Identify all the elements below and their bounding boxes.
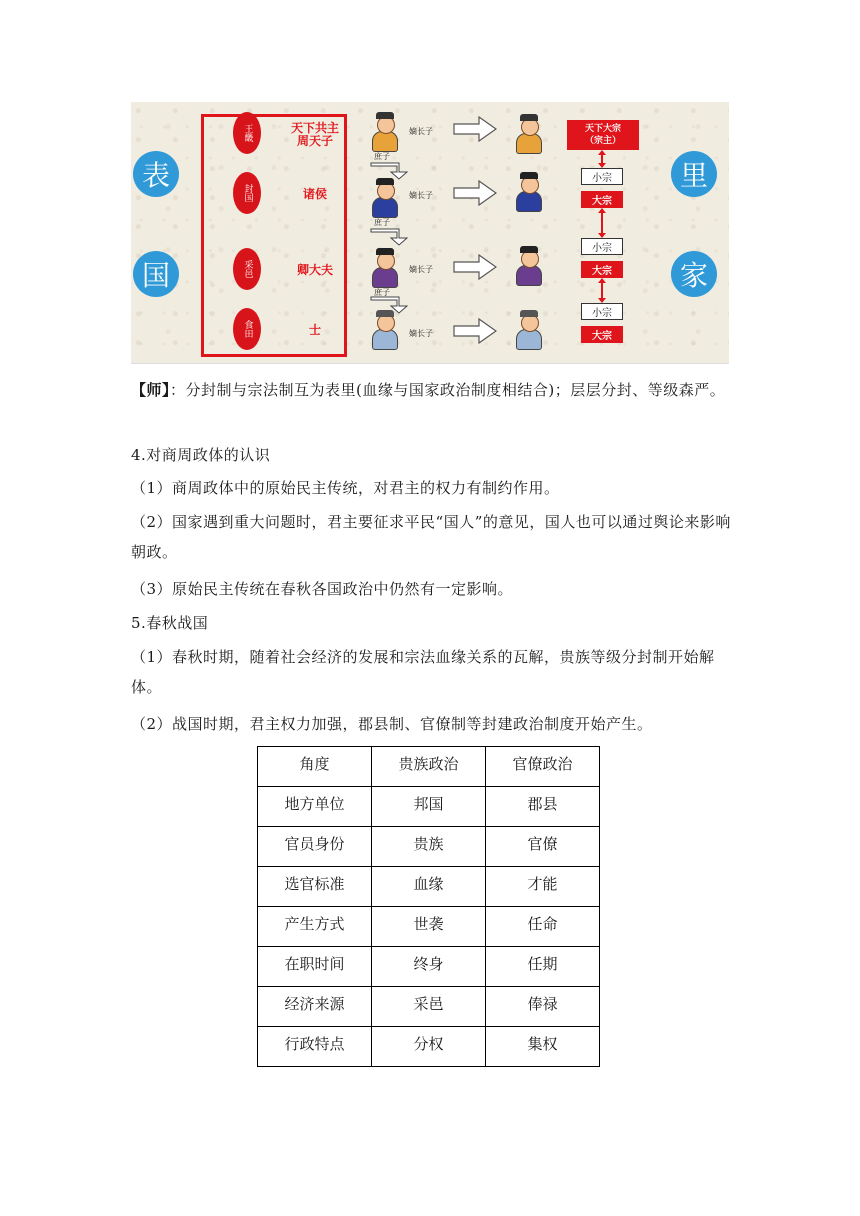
table-header-row <box>258 747 600 787</box>
section-heading-5: 5.春秋战国 <box>131 614 209 632</box>
hierarchy-frame <box>201 114 347 357</box>
oval-fengguo-text: 封国 <box>242 184 253 202</box>
heir-label: 嫡长子 <box>409 191 433 200</box>
big-sect-box: 大宗 <box>581 326 623 343</box>
small-sect-box: 小宗 <box>581 168 623 185</box>
table-row <box>258 907 600 947</box>
son-label: 庶子 <box>374 152 390 161</box>
biao-circle <box>133 151 179 197</box>
table-cell: 任命 <box>486 907 600 947</box>
arrow-down-icon <box>369 296 409 314</box>
politics-comparison-table <box>257 746 600 1067</box>
table-cell: 世袭 <box>372 907 486 947</box>
figure-king <box>368 112 402 152</box>
arrow-down-icon <box>369 162 409 180</box>
table-cell: 集权 <box>486 1027 600 1067</box>
heir-label: 嫡长子 <box>409 127 433 136</box>
big-sect-box: 大宗 <box>581 261 623 278</box>
arrow-down-icon <box>369 228 409 246</box>
jia-circle <box>671 251 717 297</box>
paragraph-5-1: （1）春秋时期，随着社会经济的发展和宗法血缘关系的瓦解，贵族等级分封制开始解体。 <box>131 648 715 696</box>
double-arrow-icon <box>598 150 606 168</box>
figure-minister-heir <box>512 246 546 286</box>
table-cell: 终身 <box>372 947 486 987</box>
figure-king-heir <box>512 114 546 154</box>
rank-tianzi <box>285 122 345 148</box>
table-cell: 官员身份 <box>258 827 372 867</box>
table-cell: 任期 <box>486 947 600 987</box>
table-cell: 邦国 <box>372 787 486 827</box>
teacher-text: ：分封制与宗法制互为表里(血缘与国家政治制度相结合)；层层分封、等级森严。 <box>170 381 726 399</box>
table-cell: 血缘 <box>372 867 486 907</box>
table-cell: 才能 <box>486 867 600 907</box>
paragraph-4-3: （3）原始民主传统在春秋各国政治中仍然有一定影响。 <box>131 580 514 598</box>
top-box-line2: （宗主） <box>584 136 621 146</box>
table-row <box>258 867 600 907</box>
oval-shitian <box>233 308 261 350</box>
big-sect-box: 大宗 <box>581 191 623 208</box>
paragraph-4-1: （1）商周政体中的原始民主传统，对君主的权力有制约作用。 <box>131 479 560 497</box>
table-cell: 在职时间 <box>258 947 372 987</box>
table-cell: 产生方式 <box>258 907 372 947</box>
oval-wangji-text: 王畿 <box>242 124 253 142</box>
figure-lord-heir <box>512 172 546 212</box>
top-grand-sect-box <box>567 120 639 150</box>
oval-caiyi-text: 采邑 <box>242 260 253 278</box>
table-row <box>258 787 600 827</box>
oval-caiyi <box>233 248 261 290</box>
guo-circle <box>133 251 179 297</box>
table-cell: 行政特点 <box>258 1027 372 1067</box>
table-cell: 郡县 <box>486 787 600 827</box>
table-cell: 采邑 <box>372 987 486 1027</box>
table-cell: 贵族 <box>372 827 486 867</box>
header-cell: 角度 <box>258 747 372 787</box>
double-arrow-icon <box>598 278 606 303</box>
double-arrow-icon <box>598 208 606 238</box>
rank-tianzi-line2: 周天子 <box>296 134 333 148</box>
oval-wangji <box>233 112 261 154</box>
table-row <box>258 987 600 1027</box>
small-sect-box: 小宗 <box>581 238 623 255</box>
rank-zhuhou: 诸侯 <box>302 187 327 201</box>
table-cell: 官僚 <box>486 827 600 867</box>
jia-char: 家 <box>679 259 708 292</box>
heir-label: 嫡长子 <box>409 265 433 274</box>
figure-scholar <box>368 310 402 350</box>
li-circle <box>671 151 717 197</box>
figure-minister <box>368 248 402 288</box>
rank-qingdafu: 卿大夫 <box>296 263 333 277</box>
oval-fengguo <box>233 172 261 214</box>
table-row <box>258 1027 600 1067</box>
top-box-line1: 天下大宗 <box>584 124 621 134</box>
arrow-right-icon <box>453 254 497 280</box>
small-sect-box: 小宗 <box>581 303 623 320</box>
paragraph-4-2: （2）国家遇到重大问题时，君主要征求平民“国人”的意见，国人也可以通过舆论来影响朝政。 <box>131 513 731 561</box>
rank-tianzi-line1: 天下共主 <box>290 121 339 135</box>
paragraph-5-2: （2）战国时期，君主权力加强，郡县制、官僚制等封建政治制度开始产生。 <box>131 715 653 733</box>
rank-shi: 士 <box>308 323 321 337</box>
figure-scholar-heir <box>512 310 546 350</box>
table-cell: 经济来源 <box>258 987 372 1027</box>
table-cell: 选官标准 <box>258 867 372 907</box>
li-char: 里 <box>679 159 708 192</box>
feudal-clan-diagram <box>131 102 729 364</box>
table-row <box>258 947 600 987</box>
son-label: 庶子 <box>374 288 390 297</box>
figure-lord <box>368 178 402 218</box>
table-row <box>258 827 600 867</box>
arrow-right-icon <box>453 116 497 142</box>
table-cell: 俸禄 <box>486 987 600 1027</box>
teacher-paragraph <box>131 375 731 405</box>
son-label: 庶子 <box>374 218 390 227</box>
arrow-right-icon <box>453 318 497 344</box>
header-cell: 官僚政治 <box>486 747 600 787</box>
guo-char: 国 <box>141 259 170 292</box>
biao-char: 表 <box>141 159 170 192</box>
header-cell: 贵族政治 <box>372 747 486 787</box>
heir-label: 嫡长子 <box>409 329 433 338</box>
section-heading-4: 4.对商周政体的认识 <box>131 446 271 464</box>
table-cell: 地方单位 <box>258 787 372 827</box>
teacher-tag: 【师】 <box>131 381 171 399</box>
arrow-right-icon <box>453 180 497 206</box>
oval-shitian-text: 食田 <box>242 320 253 338</box>
table-cell: 分权 <box>372 1027 486 1067</box>
